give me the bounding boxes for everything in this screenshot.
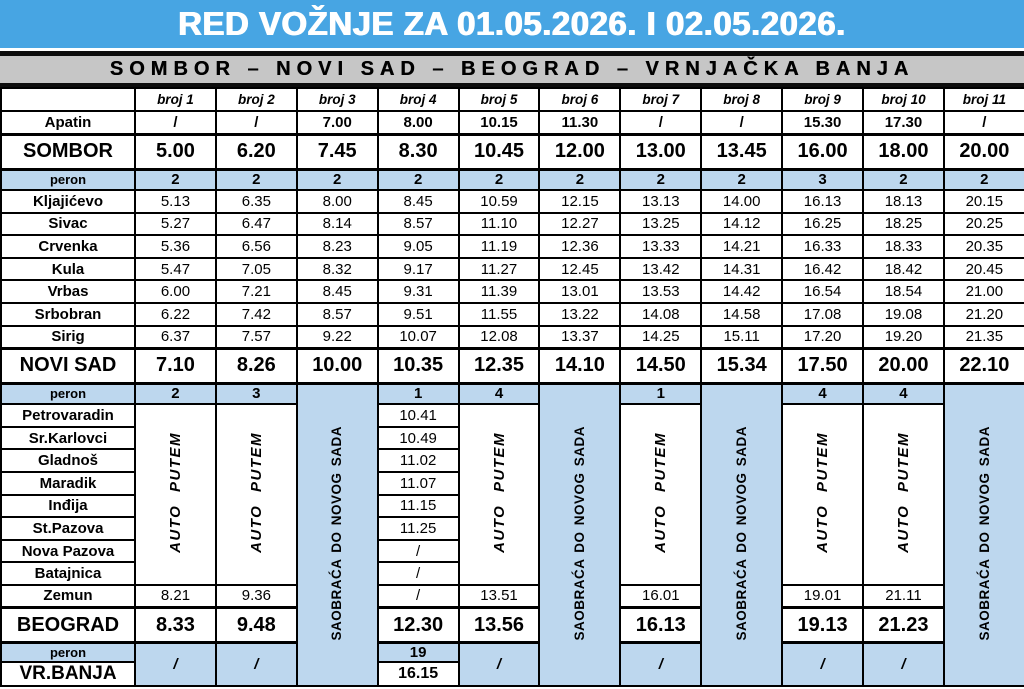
time-cell: 13.51	[459, 585, 540, 608]
time-cell: 16.13	[782, 190, 863, 213]
time-cell: 21.00	[944, 280, 1024, 303]
time-cell: 13.37	[539, 326, 620, 349]
time-cell: 15.11	[701, 326, 782, 349]
time-cell: 21.23	[863, 608, 944, 643]
time-cell: 7.05	[216, 258, 297, 281]
time-cell: 8.14	[297, 213, 378, 236]
row-label: Srbobran	[1, 303, 135, 326]
route-bar	[0, 56, 1024, 87]
auto-putem-cell	[216, 404, 297, 585]
time-cell: 6.47	[216, 213, 297, 236]
time-cell: 14.08	[620, 303, 701, 326]
column-header: broj 6	[539, 88, 620, 111]
time-cell: /	[701, 111, 782, 134]
peron-cell: 19	[378, 643, 459, 663]
time-cell: 7.00	[297, 111, 378, 134]
time-cell: 11.19	[459, 235, 540, 258]
time-cell: /	[378, 585, 459, 608]
time-cell: 7.21	[216, 280, 297, 303]
time-cell: 5.00	[135, 134, 216, 169]
table-row-crvenka	[1, 235, 1024, 258]
time-cell: 20.25	[944, 213, 1024, 236]
time-cell: 8.32	[297, 258, 378, 281]
time-cell: 16.42	[782, 258, 863, 281]
time-cell: 16.00	[782, 134, 863, 169]
time-cell: 5.47	[135, 258, 216, 281]
timetable	[0, 87, 1024, 687]
title-bar	[0, 0, 1024, 48]
time-cell: 11.25	[378, 517, 459, 540]
time-cell: 12.30	[378, 608, 459, 643]
time-cell: 13.33	[620, 235, 701, 258]
time-cell: 13.22	[539, 303, 620, 326]
time-cell: 9.17	[378, 258, 459, 281]
time-cell: 18.54	[863, 280, 944, 303]
time-cell: 16.01	[620, 585, 701, 608]
auto-putem-cell	[459, 404, 540, 585]
time-cell: 8.00	[378, 111, 459, 134]
time-cell: 17.08	[782, 303, 863, 326]
time-cell: 12.36	[539, 235, 620, 258]
time-cell: 8.33	[135, 608, 216, 643]
table-row-sombor	[1, 134, 1024, 169]
time-cell: 22.10	[944, 348, 1024, 383]
column-header: broj 5	[459, 88, 540, 111]
time-cell: /	[216, 111, 297, 134]
time-cell: 8.45	[297, 280, 378, 303]
table-row-sivac	[1, 213, 1024, 236]
time-cell: 9.22	[297, 326, 378, 349]
time-cell: 14.42	[701, 280, 782, 303]
time-cell: 14.00	[701, 190, 782, 213]
row-label: Petrovaradin	[1, 404, 135, 427]
table-row-srbobran	[1, 303, 1024, 326]
row-label: Crvenka	[1, 235, 135, 258]
time-cell: 14.50	[620, 348, 701, 383]
auto-putem-cell	[782, 404, 863, 585]
time-cell: 10.07	[378, 326, 459, 349]
time-cell: /	[378, 562, 459, 585]
time-cell: 5.13	[135, 190, 216, 213]
peron-cell: 1	[378, 383, 459, 404]
time-cell: 18.33	[863, 235, 944, 258]
time-cell: 12.15	[539, 190, 620, 213]
row-label: Sivac	[1, 213, 135, 236]
saobraca-vertical-label: SAOBRAĆA DO NOVOG SADA	[572, 425, 588, 641]
time-cell: 5.36	[135, 235, 216, 258]
time-cell: 10.15	[459, 111, 540, 134]
time-cell: 13.42	[620, 258, 701, 281]
auto-putem-vertical-label: AUTO PUTEM	[894, 432, 912, 553]
time-cell: 6.20	[216, 134, 297, 169]
time-cell: 16.15	[378, 662, 459, 686]
row-label: NOVI SAD	[1, 348, 135, 383]
peron-cell: 2	[297, 169, 378, 190]
saobraca-vertical-label: SAOBRAĆA DO NOVOG SADA	[329, 425, 345, 641]
table-row-kljajicevo	[1, 190, 1024, 213]
time-cell: 18.00	[863, 134, 944, 169]
table-row-zemun	[1, 585, 1024, 608]
time-cell: 12.35	[459, 348, 540, 383]
time-cell: 14.58	[701, 303, 782, 326]
time-cell: 9.36	[216, 585, 297, 608]
time-cell: 8.45	[378, 190, 459, 213]
time-cell: 21.11	[863, 585, 944, 608]
time-cell: 20.00	[863, 348, 944, 383]
time-cell: 11.10	[459, 213, 540, 236]
time-cell: /	[135, 111, 216, 134]
saobraca-do-novog-sada-cell	[297, 383, 378, 686]
time-cell: 6.37	[135, 326, 216, 349]
time-cell: 11.02	[378, 449, 459, 472]
time-cell: 12.27	[539, 213, 620, 236]
row-label: Zemun	[1, 585, 135, 608]
peron-cell: 2	[135, 169, 216, 190]
peron-cell: 4	[459, 383, 540, 404]
row-label: peron	[1, 169, 135, 190]
time-cell: 20.35	[944, 235, 1024, 258]
time-cell: 20.45	[944, 258, 1024, 281]
column-header: broj 9	[782, 88, 863, 111]
time-cell: 7.45	[297, 134, 378, 169]
saobraca-vertical-label: SAOBRAĆA DO NOVOG SADA	[733, 425, 749, 641]
time-cell: 9.05	[378, 235, 459, 258]
time-cell: 16.33	[782, 235, 863, 258]
column-header: broj 4	[378, 88, 459, 111]
time-cell: 18.25	[863, 213, 944, 236]
peron-cell: 2	[216, 169, 297, 190]
time-cell: 17.50	[782, 348, 863, 383]
time-cell: 10.59	[459, 190, 540, 213]
saobraca-vertical-label: SAOBRAĆA DO NOVOG SADA	[976, 425, 992, 641]
peron-cell: 2	[701, 169, 782, 190]
column-header: broj 7	[620, 88, 701, 111]
column-header: broj 1	[135, 88, 216, 111]
time-cell: 19.08	[863, 303, 944, 326]
table-row-apatin	[1, 111, 1024, 134]
time-cell: 17.20	[782, 326, 863, 349]
time-cell: 11.55	[459, 303, 540, 326]
slash-cell: /	[216, 643, 297, 687]
row-label: peron	[1, 643, 135, 663]
time-cell: 15.34	[701, 348, 782, 383]
time-cell: 6.56	[216, 235, 297, 258]
peron-cell: 1	[620, 383, 701, 404]
auto-putem-vertical-label: AUTO PUTEM	[814, 432, 832, 553]
time-cell: 5.27	[135, 213, 216, 236]
time-cell: 11.27	[459, 258, 540, 281]
time-cell: 9.48	[216, 608, 297, 643]
time-cell: 6.22	[135, 303, 216, 326]
time-cell: 13.45	[701, 134, 782, 169]
route-title: SOMBOR – NOVI SAD – BEOGRAD – VRNJAČKA BANJA	[109, 58, 915, 80]
slash-cell: /	[863, 643, 944, 687]
row-label: peron	[1, 383, 135, 404]
row-label: Kula	[1, 258, 135, 281]
peron-cell: 2	[459, 169, 540, 190]
time-cell: 8.00	[297, 190, 378, 213]
slash-cell: /	[620, 643, 701, 687]
time-cell: 14.31	[701, 258, 782, 281]
row-label: Vrbas	[1, 280, 135, 303]
row-label: Inđija	[1, 495, 135, 518]
time-cell: 14.10	[539, 348, 620, 383]
time-cell: 19.01	[782, 585, 863, 608]
time-cell: 9.31	[378, 280, 459, 303]
time-cell: 13.56	[459, 608, 540, 643]
column-header: broj 2	[216, 88, 297, 111]
table-row-petrovaradin	[1, 404, 1024, 427]
column-header: broj 3	[297, 88, 378, 111]
peron-cell: 4	[782, 383, 863, 404]
time-cell: 20.00	[944, 134, 1024, 169]
time-cell: 11.15	[378, 495, 459, 518]
row-label: St.Pazova	[1, 517, 135, 540]
time-cell: 16.13	[620, 608, 701, 643]
time-cell: 19.13	[782, 608, 863, 643]
time-cell: 10.00	[297, 348, 378, 383]
auto-putem-cell	[620, 404, 701, 585]
time-cell: 8.57	[378, 213, 459, 236]
saobraca-do-novog-sada-cell	[701, 383, 782, 686]
row-label: Maradik	[1, 472, 135, 495]
time-cell: 13.01	[539, 280, 620, 303]
time-cell: 13.13	[620, 190, 701, 213]
time-cell: 10.35	[378, 348, 459, 383]
row-label: VR.BANJA	[1, 662, 135, 686]
time-cell: 10.45	[459, 134, 540, 169]
peron-cell: 3	[782, 169, 863, 190]
time-cell: 6.35	[216, 190, 297, 213]
time-cell: 6.00	[135, 280, 216, 303]
time-cell: 13.00	[620, 134, 701, 169]
row-label: Gladnoš	[1, 449, 135, 472]
peron-cell: 2	[620, 169, 701, 190]
column-header: broj 10	[863, 88, 944, 111]
slash-cell: /	[135, 643, 216, 687]
header-row	[1, 88, 1024, 111]
table-row-peron	[1, 169, 1024, 190]
time-cell: 14.25	[620, 326, 701, 349]
column-header: broj 11	[944, 88, 1024, 111]
time-cell: 8.21	[135, 585, 216, 608]
slash-cell: /	[782, 643, 863, 687]
time-cell: 7.10	[135, 348, 216, 383]
time-cell: 9.51	[378, 303, 459, 326]
column-header: broj 8	[701, 88, 782, 111]
row-label: BEOGRAD	[1, 608, 135, 643]
table-row-vrbas	[1, 280, 1024, 303]
time-cell: 16.54	[782, 280, 863, 303]
time-cell: 16.25	[782, 213, 863, 236]
time-cell: 12.45	[539, 258, 620, 281]
time-cell: 17.30	[863, 111, 944, 134]
time-cell: 13.25	[620, 213, 701, 236]
auto-putem-cell	[135, 404, 216, 585]
table-row-peron	[1, 383, 1024, 404]
time-cell: 21.35	[944, 326, 1024, 349]
time-cell: 7.42	[216, 303, 297, 326]
table-row-novi-sad	[1, 348, 1024, 383]
time-cell: 20.15	[944, 190, 1024, 213]
peron-cell: 2	[135, 383, 216, 404]
peron-cell: 2	[863, 169, 944, 190]
auto-putem-vertical-label: AUTO PUTEM	[247, 432, 265, 553]
time-cell: 14.21	[701, 235, 782, 258]
time-cell: 14.12	[701, 213, 782, 236]
corner-cell	[1, 88, 135, 111]
row-label: Batajnica	[1, 562, 135, 585]
time-cell: 19.20	[863, 326, 944, 349]
auto-putem-vertical-label: AUTO PUTEM	[652, 432, 670, 553]
time-cell: 13.53	[620, 280, 701, 303]
saobraca-do-novog-sada-cell	[944, 383, 1024, 686]
table-row-peron	[1, 643, 1024, 663]
time-cell: 8.30	[378, 134, 459, 169]
row-label: Sirig	[1, 326, 135, 349]
saobraca-do-novog-sada-cell	[539, 383, 620, 686]
time-cell: 8.26	[216, 348, 297, 383]
time-cell: 18.42	[863, 258, 944, 281]
time-cell: 11.39	[459, 280, 540, 303]
row-label: Kljajićevo	[1, 190, 135, 213]
time-cell: 12.08	[459, 326, 540, 349]
auto-putem-cell	[863, 404, 944, 585]
peron-cell: 2	[539, 169, 620, 190]
time-cell: 8.23	[297, 235, 378, 258]
time-cell: 21.20	[944, 303, 1024, 326]
time-cell: 11.30	[539, 111, 620, 134]
page-title: RED VOŽNJE ZA 01.05.2026. I 02.05.2026.	[178, 5, 846, 42]
time-cell: 7.57	[216, 326, 297, 349]
time-cell: 10.49	[378, 427, 459, 450]
peron-cell: 3	[216, 383, 297, 404]
time-cell: /	[944, 111, 1024, 134]
time-cell: 11.07	[378, 472, 459, 495]
row-label: Sr.Karlovci	[1, 427, 135, 450]
time-cell: /	[378, 540, 459, 563]
row-label: SOMBOR	[1, 134, 135, 169]
table-row-beograd	[1, 608, 1024, 643]
row-label: Apatin	[1, 111, 135, 134]
peron-cell: 2	[378, 169, 459, 190]
time-cell: 8.57	[297, 303, 378, 326]
table-row-sirig	[1, 326, 1024, 349]
time-cell: 18.13	[863, 190, 944, 213]
peron-cell: 4	[863, 383, 944, 404]
peron-cell: 2	[944, 169, 1024, 190]
time-cell: /	[620, 111, 701, 134]
time-cell: 12.00	[539, 134, 620, 169]
auto-putem-vertical-label: AUTO PUTEM	[166, 432, 184, 553]
auto-putem-vertical-label: AUTO PUTEM	[490, 432, 508, 553]
time-cell: 10.41	[378, 404, 459, 427]
row-label: Nova Pazova	[1, 540, 135, 563]
table-row-kula	[1, 258, 1024, 281]
time-cell: 15.30	[782, 111, 863, 134]
slash-cell: /	[459, 643, 540, 687]
